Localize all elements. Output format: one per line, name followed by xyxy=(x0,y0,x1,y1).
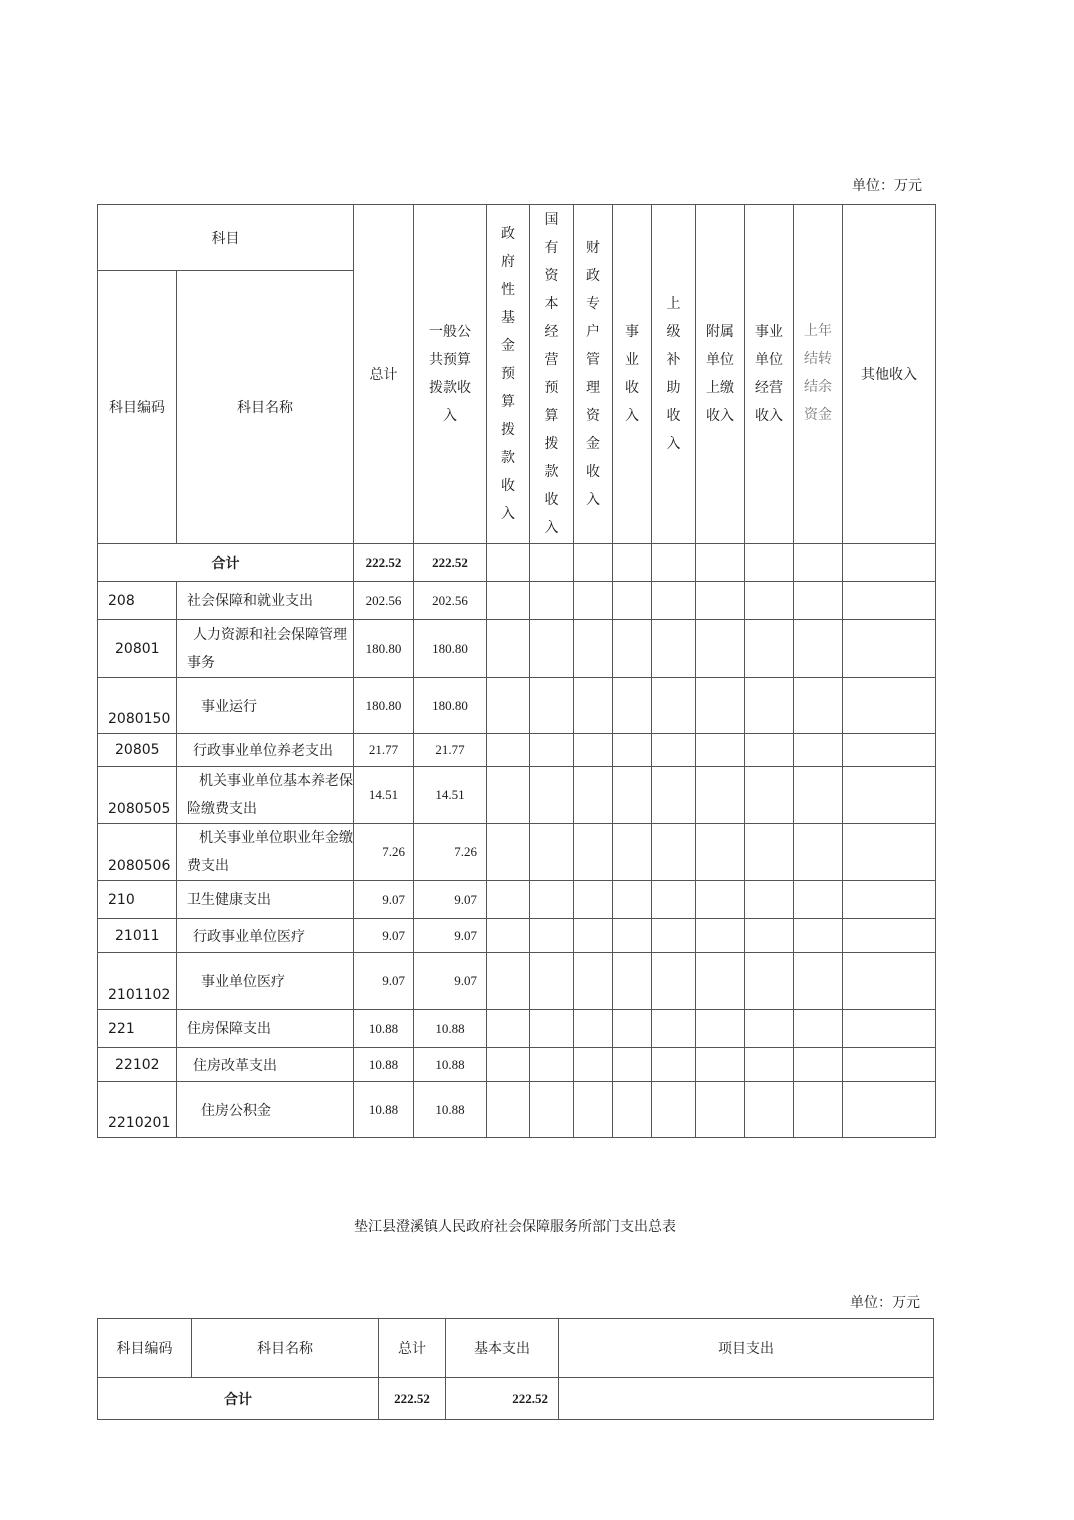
row-total: 21.77 xyxy=(354,734,414,767)
row-total: 10.88 xyxy=(354,1082,414,1138)
row-total: 202.56 xyxy=(354,582,414,620)
row-name: 卫生健康支出 xyxy=(177,881,354,919)
table-row xyxy=(98,824,936,881)
table-row xyxy=(98,620,936,678)
table-row xyxy=(98,1010,936,1048)
table-row xyxy=(98,919,936,953)
header-fiscal-special xyxy=(574,205,613,544)
header-affiliated-income-text: 附属单位上缴收入 xyxy=(706,324,734,424)
row-name: 行政事业单位养老支出 xyxy=(177,734,354,767)
total-label: 合计 xyxy=(98,544,354,582)
table-row xyxy=(98,734,936,767)
row-code: 210 xyxy=(98,881,177,919)
header-carryover-text: 上年结转结余资金 xyxy=(804,324,832,423)
t2-total-basic: 222.52 xyxy=(446,1378,559,1420)
header-state-capital-text: 国有资本经营预算拨款收入 xyxy=(544,212,559,536)
row-code: 2080506 xyxy=(98,824,177,881)
header-gov-fund-text: 政府性基金预算拨款收入 xyxy=(500,226,515,522)
row-code: 2210201 xyxy=(98,1082,177,1138)
header-total: 总计 xyxy=(354,205,414,544)
row-general: 21.77 xyxy=(414,734,487,767)
row-general: 10.88 xyxy=(414,1010,487,1048)
row-code: 2080150 xyxy=(98,678,177,734)
row-code: 2101102 xyxy=(98,953,177,1010)
table-row xyxy=(98,881,936,919)
row-general: 10.88 xyxy=(414,1048,487,1082)
total-amount: 222.52 xyxy=(354,544,414,582)
income-summary-table xyxy=(97,204,936,1138)
table-row xyxy=(98,953,936,1010)
row-general: 9.07 xyxy=(414,953,487,1010)
header-affiliated-income xyxy=(696,205,745,544)
header-carryover xyxy=(794,205,843,544)
row-total: 7.26 xyxy=(354,824,414,881)
t2-total-row xyxy=(98,1378,934,1420)
row-code: 21011 xyxy=(98,919,177,953)
row-total: 180.80 xyxy=(354,678,414,734)
table-row xyxy=(98,767,936,824)
total-row xyxy=(98,544,936,582)
row-name: 行政事业单位医疗 xyxy=(177,919,354,953)
header-superior-subsidy-text: 上级补助收入 xyxy=(666,296,681,452)
row-name: 事业单位医疗 xyxy=(177,953,354,1010)
row-general: 10.88 xyxy=(414,1082,487,1138)
row-code: 2080505 xyxy=(98,767,177,824)
row-total: 180.80 xyxy=(354,620,414,678)
row-name: 住房改革支出 xyxy=(177,1048,354,1082)
row-name: 住房公积金 xyxy=(177,1082,354,1138)
row-name: 机关事业单位职业年金缴费支出 xyxy=(177,824,354,881)
unit-label-2: 单位：万元 xyxy=(850,1295,920,1311)
row-name: 社会保障和就业支出 xyxy=(177,582,354,620)
header-operating-income xyxy=(745,205,794,544)
header-state-capital xyxy=(530,205,574,544)
row-total: 9.07 xyxy=(354,953,414,1010)
header-operating-income-text: 事业单位经营收入 xyxy=(755,324,783,424)
row-general: 7.26 xyxy=(414,824,487,881)
expense-summary-table xyxy=(97,1318,934,1420)
header-other-income: 其他收入 xyxy=(843,205,936,544)
row-general: 180.80 xyxy=(414,620,487,678)
header-general-budget-text: 一般公共预算拨款收入 xyxy=(429,324,471,424)
header-superior-subsidy xyxy=(652,205,696,544)
table-row xyxy=(98,678,936,734)
row-total: 10.88 xyxy=(354,1048,414,1082)
header-business-income-text: 事业收入 xyxy=(624,324,639,424)
row-code: 221 xyxy=(98,1010,177,1048)
row-general: 14.51 xyxy=(414,767,487,824)
row-code: 22102 xyxy=(98,1048,177,1082)
t2-total-label: 合计 xyxy=(98,1378,379,1420)
total-general: 222.52 xyxy=(414,544,487,582)
header-subject: 科目 xyxy=(98,205,354,271)
row-general: 202.56 xyxy=(414,582,487,620)
row-name: 机关事业单位基本养老保险缴费支出 xyxy=(177,767,354,824)
header-code: 科目编码 xyxy=(98,271,177,544)
t2-header-name: 科目名称 xyxy=(192,1319,379,1378)
unit-label-1: 单位：万元 xyxy=(852,178,922,194)
row-name: 事业运行 xyxy=(177,678,354,734)
row-code: 20805 xyxy=(98,734,177,767)
row-total: 9.07 xyxy=(354,881,414,919)
expense-table-title: 垫江县澄溪镇人民政府社会保障服务所部门支出总表 xyxy=(354,1219,676,1235)
header-fiscal-special-text: 财政专户管理资金收入 xyxy=(585,240,600,508)
t2-header-code: 科目编码 xyxy=(98,1319,192,1378)
header-name: 科目名称 xyxy=(177,271,354,544)
row-code: 208 xyxy=(98,582,177,620)
t2-header-total: 总计 xyxy=(379,1319,446,1378)
row-code: 20801 xyxy=(98,620,177,678)
t2-total-amount: 222.52 xyxy=(379,1378,446,1420)
table-row xyxy=(98,1048,936,1082)
table-row xyxy=(98,1082,936,1138)
table-row xyxy=(98,582,936,620)
row-total: 14.51 xyxy=(354,767,414,824)
row-name: 人力资源和社会保障管理事务 xyxy=(177,620,354,678)
header-general-budget xyxy=(414,205,487,544)
row-name: 住房保障支出 xyxy=(177,1010,354,1048)
header-gov-fund xyxy=(487,205,530,544)
t2-total-project xyxy=(559,1378,934,1420)
row-general: 180.80 xyxy=(414,678,487,734)
row-total: 10.88 xyxy=(354,1010,414,1048)
t2-header-project: 项目支出 xyxy=(559,1319,934,1378)
row-general: 9.07 xyxy=(414,881,487,919)
header-business-income xyxy=(613,205,652,544)
t2-header-basic: 基本支出 xyxy=(446,1319,559,1378)
row-total: 9.07 xyxy=(354,919,414,953)
row-general: 9.07 xyxy=(414,919,487,953)
